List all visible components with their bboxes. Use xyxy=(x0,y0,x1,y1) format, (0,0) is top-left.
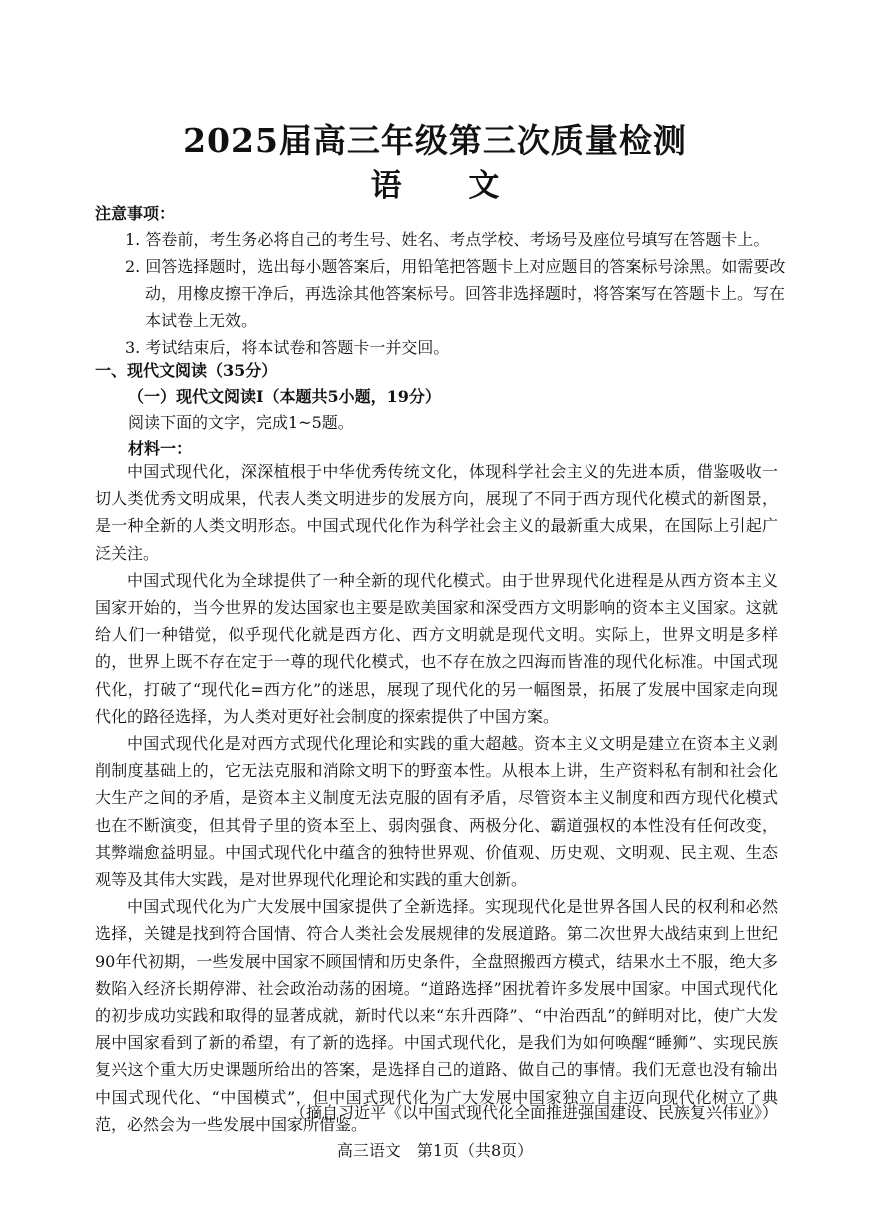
section-heading: 一、现代文阅读（35分） xyxy=(95,361,278,380)
notice-heading: 注意事项： xyxy=(95,204,176,223)
exam-title: 2025届高三年级第三次质量检测 xyxy=(183,121,687,160)
subject-title: 语 文 xyxy=(370,168,528,204)
material-body xyxy=(95,458,778,1138)
source-citation: （摘自习近平《以中国式现代化全面推进强国建设、民族复兴伟业》） xyxy=(289,1103,778,1122)
notice-item: 3. 考试结束后，将本试卷和答题卡一并交回。 xyxy=(125,338,450,357)
paragraph: 中国式现代化为广大发展中国家提供了全新选择。实现现代化是世界各国人民的权利和必然选择，关键是找到符合国情、符合人类社会发展规律的发展道路。第二次世界大战结束到上世纪90年代初期，一些发展中国家不顾国情和历史条件，全盘照搬西方模式，结果水土不服，绝大多数陷入经济长期停滞、社会政治动荡的困境。“道路选择”困扰着许多发展中国家。中国式现代化的初步成功实践和取得的显著成就，新时代以来“东升西降”、“中治西乱”的鲜明对比，使广大发展中国家看到了新的希望，有了新的选择。中国式现代化，是我们为如何唤醒“睡狮”、实现民族复兴这个重大历史课题所给出的答案，是选择自己的道路、做自己的事情。我们无意也没有输出中国式现代化、“中国模式”，但中国式现代化为广大发展中国家独立自主迈向现代化树立了典范，必然会为一些发展中国家所借鉴。 xyxy=(95,897,778,1134)
reading-instruction: 阅读下面的文字，完成1~5题。 xyxy=(128,413,354,432)
notice-list xyxy=(125,226,795,361)
paragraph: 中国式现代化，深深植根于中华优秀传统文化，体现科学社会主义的先进本质，借鉴吸收一切人类优秀文明成果，代表人类文明进步的发展方向，展现了不同于西方现代化模式的新图景，是一种全新的人类文明形态。中国式现代化作为科学社会主义的最新重大成果，在国际上引起广泛关注。 xyxy=(95,462,778,563)
paragraph: 中国式现代化为全球提供了一种全新的现代化模式。由于世界现代化进程是从西方资本主义国家开始的，当今世界的发达国家也主要是欧美国家和深受西方文明影响的资本主义国家。这就给人们一种错觉，似乎现代化就是西方化、西方文明就是现代文明。实际上，世界文明是多样的，世界上既不存在定于一尊的现代化模式，也不存在放之四海而皆准的现代化标准。中国式现代化，打破了“现代化=西方化”的迷思，展现了现代化的另一幅图景，拓展了发展中国家走向现代化的路径选择，为人类对更好社会制度的探索提供了中国方案。 xyxy=(95,570,778,726)
notice-item: 1. 答卷前，考生务必将自己的考生号、姓名、考点学校、考场号及座位号填写在答题卡上。 xyxy=(125,230,770,249)
paragraph: 中国式现代化是对西方式现代化理论和实践的重大超越。资本主义文明是建立在资本主义剥削制度基础上的，它无法克服和消除文明下的野蛮本性。从根本上讲，生产资料私有制和社会化大生产之间的矛盾，是资本主义制度无法克服的固有矛盾，尽管资本主义制度和西方现代化模式也在不断演变，但其骨子里的资本至上、弱肉强食、两极分化、霸道强权的本性没有任何改变，其弊端愈益明显。中国式现代化中蕴含的独特世界观、价值观、历史观、文明观、民主观、生态观等及其伟大实践，是对世界现代化理论和实践的重大创新。 xyxy=(95,734,778,890)
material-label: 材料一： xyxy=(128,439,193,458)
notice-item: 2. 回答选择题时，选出每小题答案后，用铅笔把答题卡上对应题目的答案标号涂黑。如需要改动，用橡皮擦干净后，再选涂其他答案标号。回答非选择题时，将答案写在答题卡上。写在本试卷上无效。 xyxy=(125,257,786,330)
page-footer: 高三语文 第1页（共8页） xyxy=(336,1141,534,1160)
subsection-heading: （一）现代文阅读Ⅰ（本题共5小题，19分） xyxy=(128,387,441,406)
